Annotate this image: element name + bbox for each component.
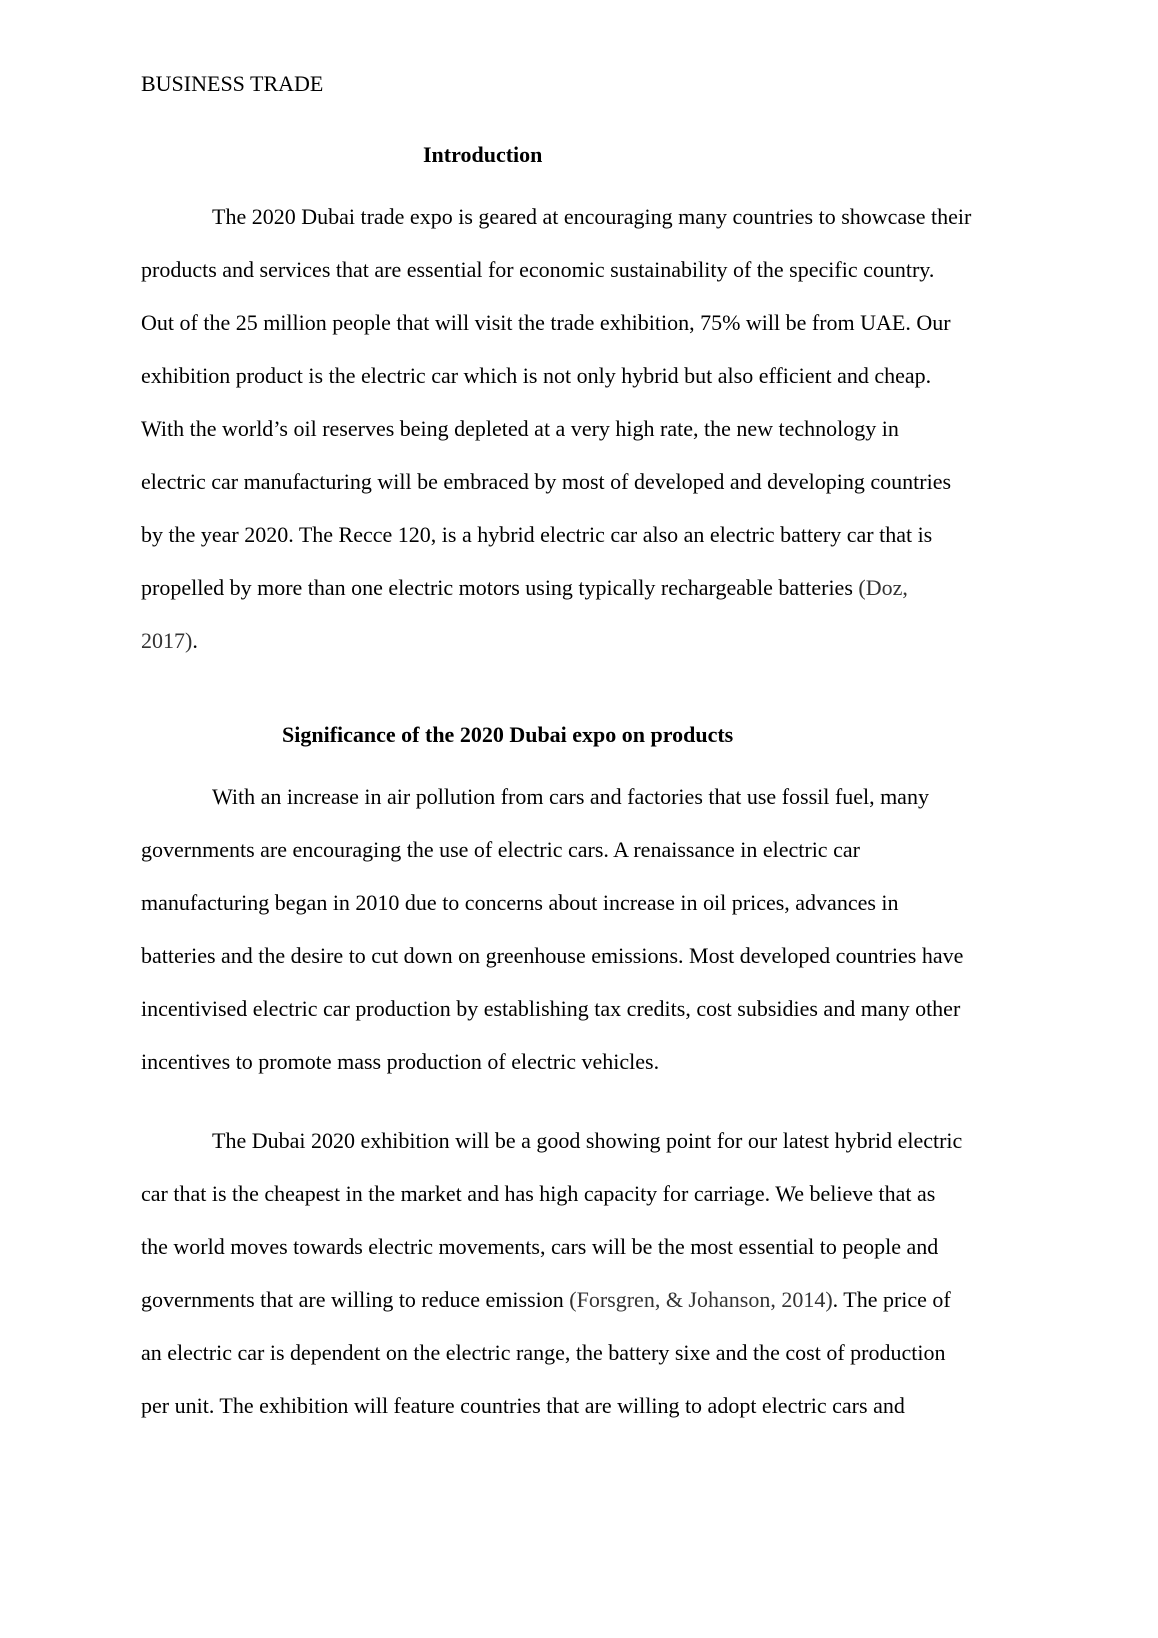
paragraph-line: The Dubai 2020 exhibition will be a good showing point for our latest hybrid electric bbox=[212, 1128, 963, 1153]
citation: (Doz, bbox=[858, 575, 908, 600]
paragraph-line: exhibition product is the electric car which is not only hybrid but also efficient and cheap. bbox=[141, 363, 932, 388]
paragraph-line: incentivised electric car production by establishing tax credits, cost subsidies and many other bbox=[141, 996, 961, 1021]
running-head: BUSINESS TRADE bbox=[141, 71, 324, 96]
paragraph-line: propelled by more than one electric motors using typically rechargeable batteries (Doz, bbox=[141, 575, 908, 600]
paragraph-line: the world moves towards electric movements, cars will be the most essential to people and bbox=[141, 1234, 939, 1259]
paragraph-line: governments that are willing to reduce emission (Forsgren, & Johanson, 2014). The price of bbox=[141, 1287, 951, 1312]
paragraph-line: The 2020 Dubai trade expo is geared at encouraging many countries to showcase their bbox=[212, 204, 972, 229]
paragraph-line: With the world’s oil reserves being depleted at a very high rate, the new technology in bbox=[141, 416, 899, 441]
heading-introduction: Introduction bbox=[423, 142, 543, 167]
citation: (Forsgren, & Johanson, 2014) bbox=[569, 1287, 833, 1312]
heading-significance: Significance of the 2020 Dubai expo on products bbox=[282, 722, 734, 747]
paragraph-line: products and services that are essential for economic sustainability of the specific country. bbox=[141, 257, 935, 282]
paragraph-line: Out of the 25 million people that will visit the trade exhibition, 75% will be from UAE. Our bbox=[141, 310, 951, 335]
paragraph-line: by the year 2020. The Recce 120, is a hybrid electric car also an electric battery car that is bbox=[141, 522, 933, 547]
paragraph-line: an electric car is dependent on the electric range, the battery sixe and the cost of production bbox=[141, 1340, 946, 1365]
paragraph-line: electric car manufacturing will be embraced by most of developed and developing countries bbox=[141, 469, 952, 494]
paragraph-line: per unit. The exhibition will feature countries that are willing to adopt electric cars and bbox=[141, 1393, 905, 1418]
paragraph-line: incentives to promote mass production of electric vehicles. bbox=[141, 1049, 660, 1074]
paragraph-line: governments are encouraging the use of electric cars. A renaissance in electric car bbox=[141, 837, 860, 862]
paragraph-line: 2017). bbox=[141, 628, 198, 653]
citation: 2017) bbox=[141, 628, 193, 653]
paragraph-line: batteries and the desire to cut down on greenhouse emissions. Most developed countries have bbox=[141, 943, 964, 968]
paragraph-line: manufacturing began in 2010 due to concerns about increase in oil prices, advances in bbox=[141, 890, 899, 915]
paragraph-line: car that is the cheapest in the market and has high capacity for carriage. We believe that as bbox=[141, 1181, 936, 1206]
paragraph-line: With an increase in air pollution from cars and factories that use fossil fuel, many bbox=[212, 784, 929, 809]
